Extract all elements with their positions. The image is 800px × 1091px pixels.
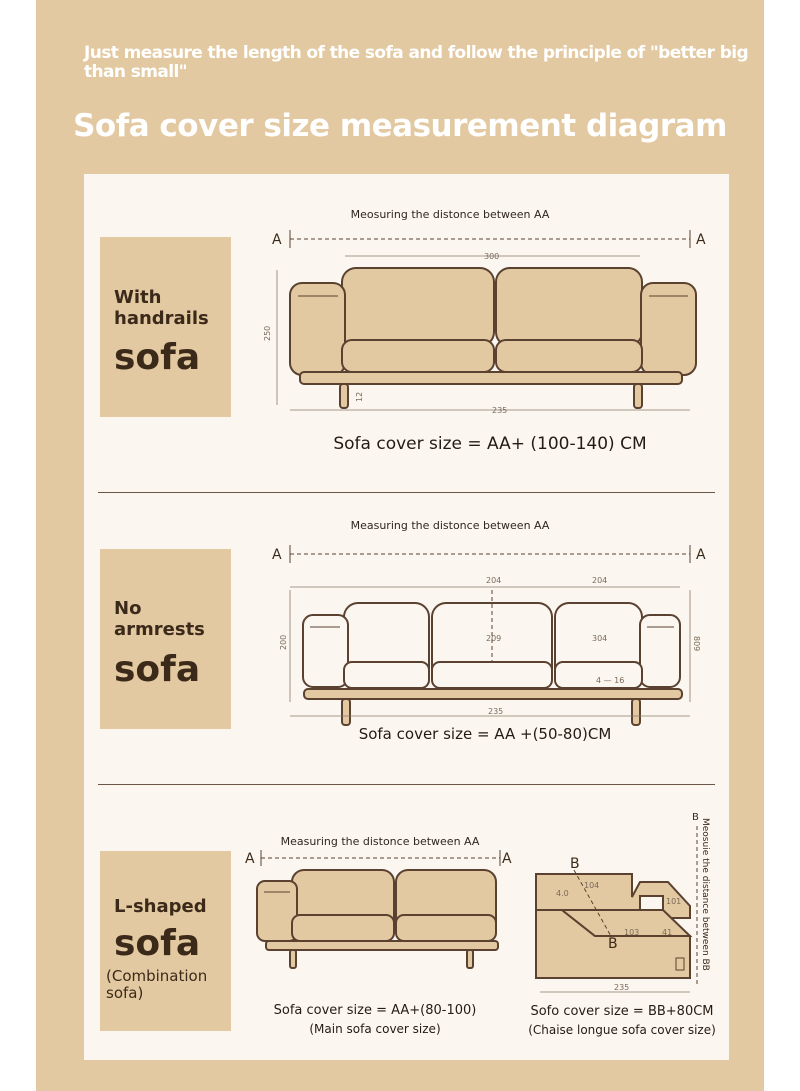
sofa-no-armrests: [272, 545, 706, 725]
marker-a-left: A: [245, 851, 255, 867]
dim-mid-left: 209: [486, 634, 502, 643]
dim-height: 250: [263, 325, 272, 341]
dim-c: 101: [666, 897, 682, 906]
measure-caption: Measuring the distonce between AA: [280, 835, 480, 848]
measure-caption: Meosuring the distonce between AA: [350, 208, 550, 221]
dim-small: 4 — 16: [596, 676, 625, 685]
label-big-text: sofa: [114, 337, 201, 378]
dim-top: 300: [484, 252, 500, 261]
dim-a: 4.0: [556, 889, 569, 898]
marker-a-left: A: [272, 232, 282, 248]
dim-height-right: 809: [692, 636, 701, 652]
dim-e: 41: [662, 928, 673, 937]
formula-l-chaise: Sofo cover size = BB+80CM: [530, 1004, 714, 1019]
dim-bottom: 235: [488, 707, 504, 716]
dim-mid-right: 304: [592, 634, 608, 643]
formula-l-main-sub: (Main sofa cover size): [309, 1022, 441, 1036]
formula-no-armrests: Sofa cover size = AA +(50-80)CM: [358, 725, 612, 743]
dim-b: 104: [584, 881, 600, 890]
label-big-text: sofa: [114, 649, 201, 690]
dim-height-left: 200: [279, 634, 288, 650]
sofa-l-shaped-main: [245, 850, 512, 968]
dim-bottom: 235: [492, 406, 508, 415]
formula-l-main: Sofa cover size = AA+(80-100): [273, 1003, 477, 1018]
header-note: Just measure the length of the sofa and follow the principle of "better big than small": [84, 43, 749, 82]
label-small-text: No armrests: [114, 598, 205, 640]
label-big-text: sofa: [114, 923, 201, 964]
formula-with-handrails: Sofa cover size = AA+ (100-140) CM: [333, 434, 647, 454]
vertical-note: Meosuie the distance between BB: [700, 818, 710, 971]
label-sub-text: (Combination sofa): [106, 967, 208, 1002]
dim-top-left: 204: [486, 576, 502, 585]
sofa-l-shaped-chaise: [536, 812, 710, 992]
marker-a-left: A: [272, 547, 282, 563]
dim-top-right: 204: [592, 576, 608, 585]
dim-leg: 12: [355, 391, 364, 402]
measure-caption: Measuring the distonce between AA: [350, 519, 550, 532]
dim-f: 235: [614, 983, 630, 992]
marker-b-top: B: [692, 812, 699, 823]
main-title: Sofa cover size measurement diagram: [73, 108, 727, 144]
formula-l-chaise-sub: (Chaise longue sofa cover size): [528, 1023, 716, 1037]
label-small-text: L-shaped: [114, 896, 207, 917]
marker-b-left: B: [570, 856, 580, 872]
sofa-with-handrails: [263, 230, 706, 415]
marker-b-inner: B: [608, 936, 618, 952]
label-small-text: With handrails: [114, 287, 209, 329]
marker-a-right: A: [696, 232, 706, 248]
marker-a-right: A: [502, 851, 512, 867]
marker-a-right: A: [696, 547, 706, 563]
dim-d: 103: [624, 928, 640, 937]
